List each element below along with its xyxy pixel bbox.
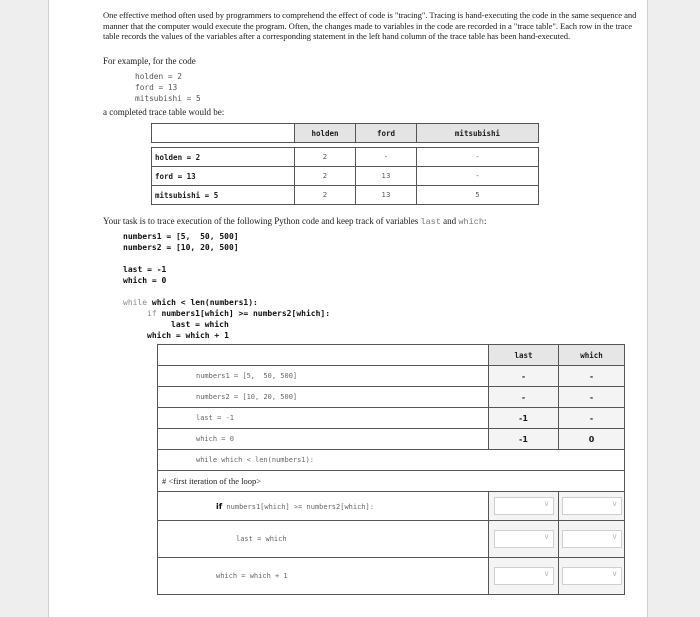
if-keyword-cell: if	[216, 501, 223, 511]
if-condition-cell: numbers1[which] >= numbers2[which]:	[222, 502, 374, 511]
corner-cell	[158, 345, 489, 366]
completed-label: a completed trace table would be:	[103, 107, 225, 117]
cell-which: -	[559, 366, 625, 387]
left-margin	[0, 0, 48, 617]
code-cell: numbers1 = [5, 50, 500]	[158, 366, 489, 387]
task-description	[103, 216, 486, 227]
table-row	[158, 450, 625, 471]
answer-cell-last	[489, 521, 559, 558]
intro-paragraph: One effective method often used by programmers to comprehend the effect of code is "tracing". Tracing is hand-executing the code in the same sequence and manner that the computer would execute the program. Often, the changes made to variables in the code are recorded in a "trace table". Each row in the trace table records the values of the variables after a corresponding statement in the left hand column of the trace table has been hand-executed.	[103, 10, 637, 42]
code-cell-last-assign: last = which	[158, 521, 489, 558]
answer-cell-which	[559, 558, 625, 595]
table-row	[158, 366, 625, 387]
cell-which: -	[559, 387, 625, 408]
task-code-line-3: last = -1	[123, 265, 167, 274]
task-code-line-6	[147, 309, 330, 318]
table-row	[158, 429, 625, 450]
if-keyword: if	[147, 309, 157, 318]
header-which: which	[559, 345, 625, 366]
right-margin	[648, 0, 700, 617]
example-label: For example, for the code	[103, 56, 196, 66]
table-row	[158, 471, 625, 492]
task-code-line-1: numbers1 = [5, 50, 500]	[123, 232, 239, 241]
cell-last: -1	[489, 429, 559, 450]
cell-ford: -	[356, 148, 417, 167]
table-row	[152, 148, 539, 167]
code-cell-which-increment: which = which + 1	[158, 558, 489, 595]
table-row	[158, 408, 625, 429]
example-code-line-1: holden = 2	[135, 72, 182, 81]
cell-which: 0	[559, 429, 625, 450]
example-code-line-3: mitsubishi = 5	[135, 94, 201, 103]
code-cell: numbers2 = [10, 20, 500]	[158, 387, 489, 408]
answer-cell-last	[489, 492, 559, 521]
task-suffix: :	[483, 216, 487, 226]
answer-cell-which	[559, 521, 625, 558]
corner-cell	[152, 124, 295, 143]
if-condition: numbers1[which] >= numbers2[which]:	[156, 309, 331, 318]
document-page	[49, 0, 647, 617]
cell-last: -1	[489, 408, 559, 429]
row-label: mitsubishi = 5	[152, 186, 295, 205]
answer-dropdown-last[interactable]	[494, 497, 554, 515]
task-prefix: Your task is to trace execution of the following Python code and keep track of variables	[103, 216, 419, 226]
answer-cell-which	[559, 492, 625, 521]
table-row	[152, 186, 539, 205]
code-cell-if	[158, 492, 489, 521]
row-label: holden = 2	[152, 148, 295, 167]
cell-ford: 13	[356, 186, 417, 205]
trace-table-exercise	[157, 344, 625, 595]
cell-which: -	[559, 408, 625, 429]
example-code-line-2: ford = 13	[135, 83, 178, 92]
cell-last: -	[489, 366, 559, 387]
table-row	[158, 492, 625, 521]
table-row	[152, 167, 539, 186]
cell-mitsubishi: 5	[417, 186, 539, 205]
header-last: last	[489, 345, 559, 366]
loop-iteration-comment: # <first iteration of the loop>	[158, 471, 625, 492]
answer-dropdown-last[interactable]	[494, 567, 554, 585]
task-code-line-8: which = which + 1	[147, 331, 229, 340]
while-condition: which < len(numbers1):	[147, 298, 258, 307]
table-row	[158, 521, 625, 558]
answer-dropdown-last[interactable]	[494, 530, 554, 548]
code-cell: which = 0	[158, 429, 489, 450]
code-cell: last = -1	[158, 408, 489, 429]
table-row	[158, 387, 625, 408]
header-mitsubishi: mitsubishi	[417, 124, 539, 143]
while-keyword: while	[123, 298, 148, 307]
task-var-last: last	[420, 217, 441, 227]
answer-dropdown-which[interactable]	[562, 530, 622, 548]
task-code-line-7: last = which	[171, 320, 229, 329]
header-holden: holden	[295, 124, 356, 143]
cell-last: -	[489, 387, 559, 408]
code-cell-while: while which < len(numbers1):	[158, 450, 625, 471]
completed-trace-table	[151, 123, 539, 205]
table-row	[158, 558, 625, 595]
task-and: and	[443, 216, 457, 226]
cell-holden: 2	[295, 167, 356, 186]
task-var-which: which	[458, 217, 484, 227]
row-label: ford = 13	[152, 167, 295, 186]
cell-mitsubishi: -	[417, 167, 539, 186]
answer-cell-last	[489, 558, 559, 595]
task-code-line-4: which = 0	[123, 276, 167, 285]
answer-dropdown-which[interactable]	[562, 567, 622, 585]
task-code-line-2: numbers2 = [10, 20, 500]	[123, 243, 239, 252]
task-code-line-5	[123, 298, 258, 307]
cell-ford: 13	[356, 167, 417, 186]
cell-mitsubishi: -	[417, 148, 539, 167]
page-edge-right	[647, 0, 648, 617]
cell-holden: 2	[295, 148, 356, 167]
cell-holden: 2	[295, 186, 356, 205]
header-ford: ford	[356, 124, 417, 143]
answer-dropdown-which[interactable]	[562, 497, 622, 515]
